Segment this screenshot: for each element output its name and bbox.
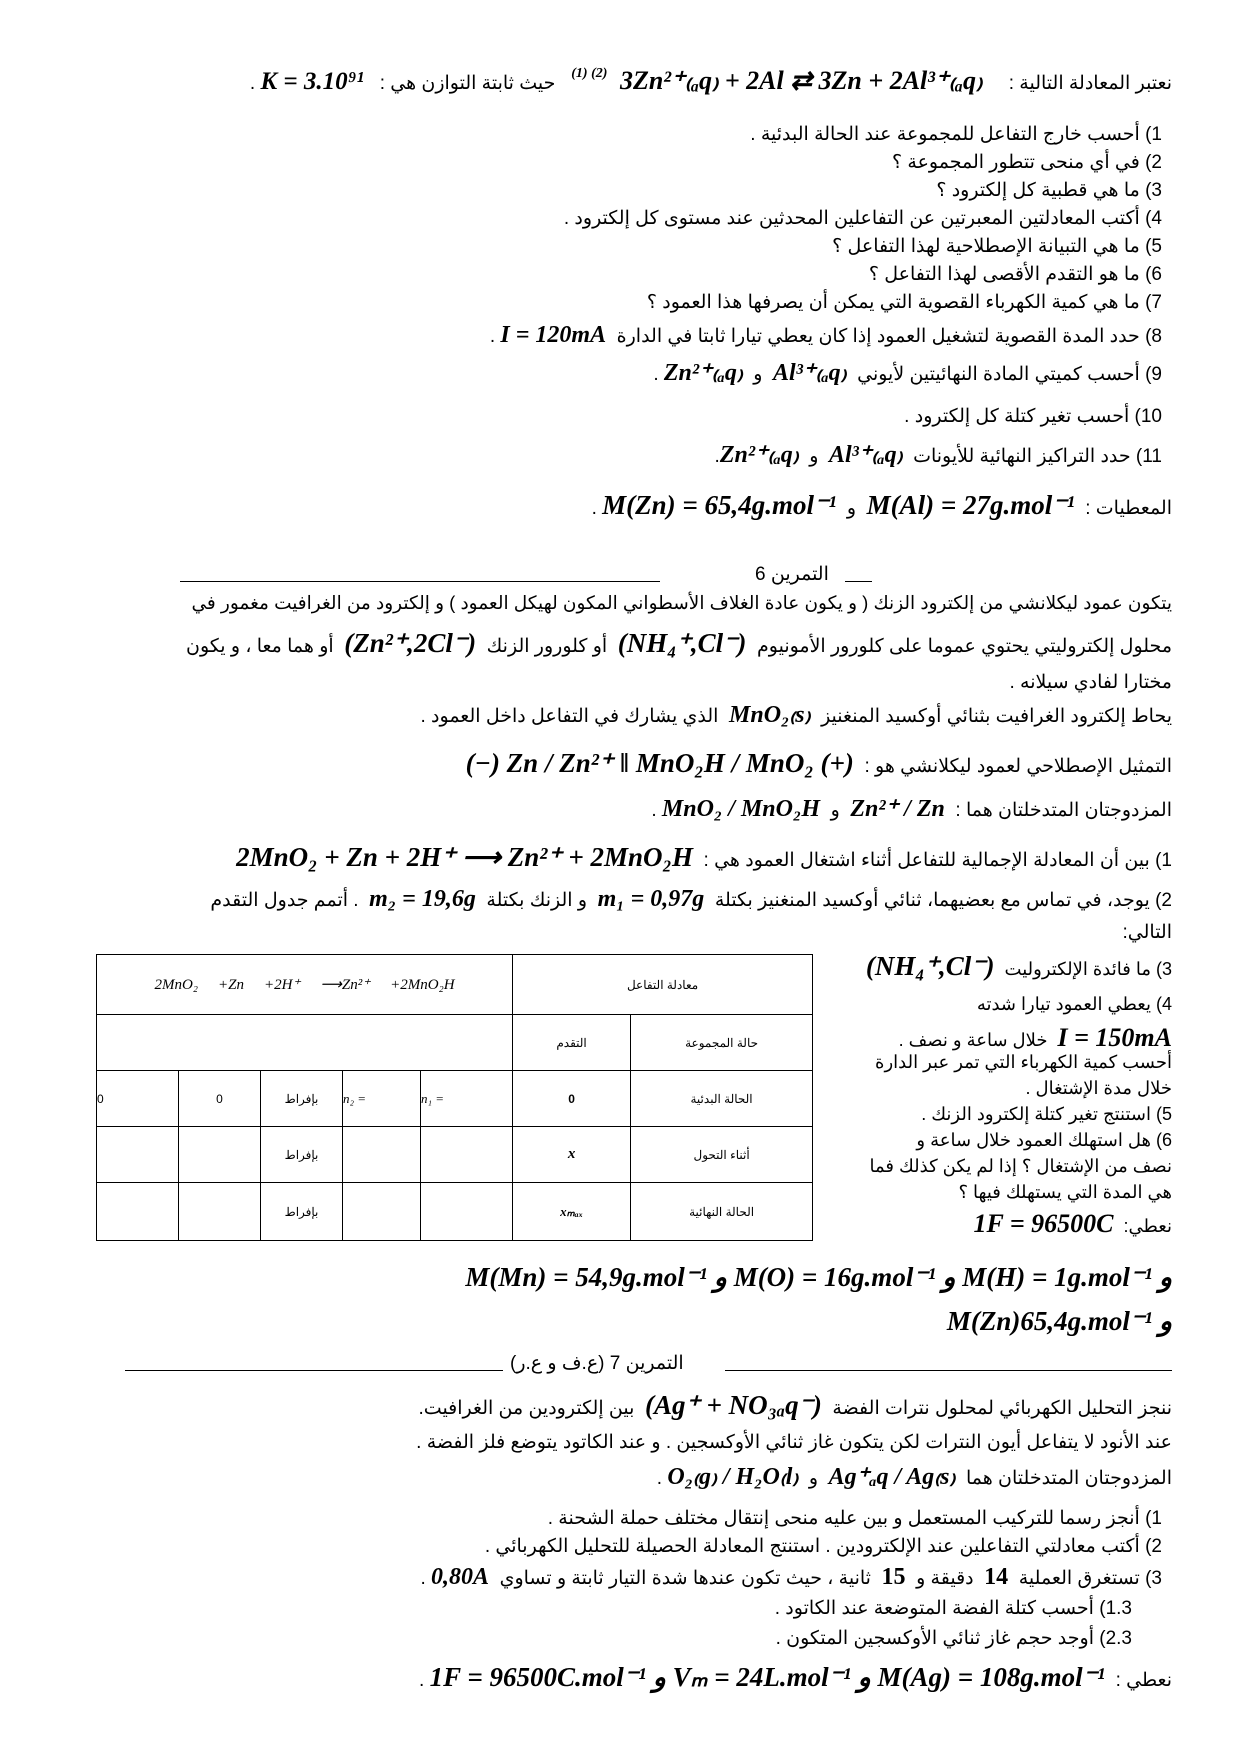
table-cell: بإفراط	[261, 1183, 343, 1241]
ex6-give-mzn: M(Zn)65,4g.mol⁻¹ و	[946, 1306, 1172, 1336]
ex7-give: نعطي : 1F = 96500C.mol⁻¹ و Vₘ = 24L.mol⁻¹ و M(Ag) = 108g.mol⁻¹ .	[419, 1662, 1172, 1692]
ex5-q3: 3) ما هي قطبية كل إلكترود ؟	[936, 180, 1162, 201]
ex5-q11-text: 11) حدد التراكيز النهائية للأيونات	[913, 446, 1162, 467]
table-cell: n₂ =	[343, 1071, 421, 1127]
ex6-p4-b: الذي يشارك في التفاعل داخل العمود .	[420, 706, 719, 727]
ex5-q5: 5) ما هي التبيانة الإصطلاحية لهذا التفاعل ؟	[832, 236, 1162, 257]
ex5-arrow-bottom: (2)	[591, 66, 608, 81]
ex5-q11-al: Al³⁺₍ₐq₎	[828, 442, 903, 468]
table-cell	[179, 1127, 261, 1183]
ex6-q6-a: 6) هل استهلك العمود خلال ساعة و	[916, 1130, 1172, 1150]
ex7-q3-seconds: 15	[881, 1564, 906, 1590]
ex7-give-values: 1F = 96500C.mol⁻¹ و Vₘ = 24L.mol⁻¹ و M(Ag) = 108g.mol⁻¹	[429, 1662, 1105, 1692]
ex6-give-line3	[92, 1306, 1172, 1337]
ex6-p6-and: و	[830, 800, 840, 821]
ex5-q8: 8) حدد المدة القصوية لتشغيل العمود إذا كان يعطي تيارا ثابتا في الدارة I = 120mA .	[489, 322, 1162, 348]
ex7-q3-minutes: 14	[984, 1564, 1009, 1590]
ex5-equation	[620, 66, 982, 96]
table-cell: بإفراط	[261, 1071, 343, 1127]
ex7-q3-c: ثانية ، حيث تكون عندها شدة التيار ثابتة و تساوي	[499, 1568, 871, 1589]
table-blank-cell	[97, 1015, 513, 1071]
ex6-p4-a: يحاط إلكترود الغرافيت بثنائي أوكسيد المنغنيز	[821, 706, 1172, 727]
ex5-q9-zn: Zn²⁺₍ₐq₎	[663, 360, 743, 386]
ex7-p1	[92, 1390, 1172, 1421]
table-cell	[179, 1183, 261, 1241]
ex6-p2-zncl: (Zn²⁺,2Cl⁻)	[344, 628, 477, 658]
ex5-q9-al: Al³⁺₍ₐq₎	[773, 360, 847, 386]
ex5-q8-text: 8) حدد المدة القصوية لتشغيل العمود إذا كان يعطي تيارا ثابتا في الدارة	[616, 326, 1162, 347]
eq-term: +2H⁺	[263, 977, 301, 993]
ex7-p1-a: ننجز التحليل الكهربائي لمحلول نترات الفضة	[832, 1398, 1172, 1419]
ex5-data-and: و	[846, 498, 857, 519]
ex7-p1-b: بين إلكترودين من الغرافيت.	[418, 1398, 635, 1419]
table-cell: 0	[179, 1071, 261, 1127]
eq-term: 2MnO₂	[154, 977, 198, 993]
table-cell	[343, 1183, 421, 1241]
table-header-state: حالة المجموعة	[631, 1015, 813, 1071]
ex6-p6-text: المزدوجتان المتدخلتان هما :	[955, 800, 1172, 821]
ex6-p2-c: أو هما معا ، و يكون	[186, 636, 334, 657]
ex6-give-line2	[92, 1262, 1172, 1293]
ex7-p3: المزدوجتان المتدخلتان هما Ag⁺ₐq / Ag₍s₎ و O₂₍g₎ / H₂O₍l₎ .	[656, 1464, 1172, 1490]
ex5-q2: 2) في أي منحى تتطور المجموعة ؟	[892, 152, 1162, 173]
ex6-heading	[180, 563, 1172, 587]
ex6-p2-b: أو كلورور الزنك	[486, 636, 608, 657]
table-row	[97, 1183, 813, 1241]
ex5-arrow-labels	[571, 66, 607, 82]
eq-term: +Zn	[218, 977, 244, 993]
ex6-give-line1	[762, 1208, 1172, 1238]
ex6-q3-electrolyte: (NH₄⁺,Cl⁻)	[865, 951, 995, 981]
ex6-q4-b-line	[762, 1022, 1172, 1052]
ex7-q31: 1.3) أحسب كتلة الفضة المتوضعة عند الكاتود .	[774, 1598, 1132, 1619]
ex5-q9-and: و	[753, 364, 763, 385]
ex6-q4-b: خلال ساعة و نصف .	[898, 1030, 1048, 1050]
ex7-p1-solution: (Ag⁺ + NO₃ₐq⁻)	[644, 1390, 822, 1420]
table-row	[97, 955, 813, 1015]
ex5-q11-and: و	[809, 446, 819, 467]
ex6-q4-d: خلال مدة الإشتغال .	[1025, 1078, 1172, 1098]
ex5-q8-current: I = 120mA	[500, 322, 607, 348]
ex6-q1	[92, 842, 1172, 873]
ex6-p2-a: محلول إلكتروليتي يحتوي عموما على كلورور الأمونيوم	[757, 636, 1172, 657]
ex6-p6-mno2: MnO₂ / MnO₂H	[661, 796, 820, 822]
ex6-q2-c: . أتمم جدول التقدم	[210, 890, 359, 911]
ex7-heading	[125, 1352, 1172, 1376]
ex5-data-label: المعطيات :	[1085, 498, 1172, 519]
ex6-p2	[92, 628, 1172, 659]
table-cell: x	[513, 1127, 631, 1183]
ex5-equation-text: 3Zn²⁺₍ₐq₎ + 2Al ⇄ 3Zn + 2Al³⁺₍ₐq₎	[619, 66, 983, 95]
ex5-q9-text: 9) أحسب كميتي المادة النهائيتين لأيوني	[857, 364, 1162, 385]
table-cell	[421, 1183, 513, 1241]
table-cell: n₁ =	[421, 1071, 513, 1127]
ex6-q4-c: أحسب كمية الكهرباء التي تمر عبر الدارة	[875, 1052, 1172, 1072]
table-equation-cell	[97, 955, 513, 1015]
ex7-rule-right	[725, 1370, 1172, 1371]
ex5-q10: 10) أحسب تغير كتلة كل إلكترود .	[904, 406, 1162, 427]
ex6-q6-c: هي المدة التي يستهلك فيها ؟	[958, 1182, 1172, 1202]
ex6-p1: يتكون عمود ليكلانشي من إلكترود الزنك ( و يكون عادة الغلاف الأسطواني المكون لهيكل العمود ) و إلكترود من الغرافيت مغمور في	[191, 592, 1172, 613]
table-row	[97, 1071, 813, 1127]
ex6-p3: مختارا لفادي سيلانه .	[1009, 672, 1172, 693]
ex6-title: التمرين 6	[755, 564, 829, 585]
ex6-q4-current: I = 150mA	[1057, 1023, 1172, 1052]
ex6-p6: المزدوجتان المتدخلتان هما : Zn²⁺ / Zn و MnO₂ / MnO₂H .	[651, 796, 1172, 822]
ex6-q2-m2: m₂ = 19,6g	[369, 886, 476, 912]
ex6-right-column	[762, 950, 1172, 1238]
ex5-q11: 11) حدد التراكيز النهائية للأيونات Al³⁺₍ₐq₎ و Zn²⁺₍ₐq₎.	[714, 442, 1162, 468]
advancement-table	[96, 954, 813, 1241]
table-cell	[97, 1183, 179, 1241]
table-cell: الحالة البدئية	[631, 1071, 813, 1127]
table-cell	[343, 1127, 421, 1183]
table-header-equation: معادلة التفاعل	[513, 955, 813, 1015]
table-cell: أثناء التحول	[631, 1127, 813, 1183]
ex6-q3-text: 3) ما فائدة الإلكتروليت	[1004, 959, 1172, 979]
ex5-q7: 7) ما هي كمية الكهرباء القصوية التي يمكن أن يصرفها هذا العمود ؟	[646, 292, 1162, 313]
ex6-rule-left	[180, 581, 660, 582]
table-cell: 0	[97, 1071, 179, 1127]
ex6-give-label: نعطي:	[1123, 1216, 1172, 1236]
ex5-q1: 1) أحسب خارج التفاعل للمجموعة عند الحالة البدئية .	[750, 124, 1162, 145]
ex7-q1: 1) أنجز رسما للتركيب المستعمل و بين عليه منحى إنتقال مختلف حملة الشحنة .	[547, 1508, 1162, 1529]
ex6-q2-a: 2) يوجد، في تماس مع بعضيهما، ثنائي أوكسيد المنغنيز بكتلة	[714, 890, 1172, 911]
ex6-q2-cont: التالي:	[1122, 922, 1172, 943]
ex7-give-label: نعطي :	[1115, 1670, 1172, 1691]
eq-term: +2MnO₂H	[390, 977, 455, 993]
table-row	[97, 1015, 813, 1071]
ex7-q2: 2) أكتب معادلتي التفاعلين عند الإلكترودين . استنتج المعادلة الحصيلة للتحليل الكهربائي .	[484, 1536, 1162, 1557]
ex5-q6: 6) ما هو التقدم الأقصى لهذا التفاعل ؟	[868, 264, 1162, 285]
ex5-q11-zn: Zn²⁺₍ₐq₎	[719, 442, 799, 468]
ex6-q1-text: 1) بين أن المعادلة الإجمالية للتفاعل أثناء اشتغال العمود هي :	[703, 850, 1172, 871]
ex6-q4-a: 4) يعطي العمود تيارا شدته	[976, 994, 1172, 1014]
ex5-data-al: M(Al) = 27g.mol⁻¹	[866, 490, 1075, 520]
ex6-p2-nh4: (NH₄⁺,Cl⁻)	[617, 628, 747, 658]
ex7-q3-current: 0,80A	[431, 1564, 490, 1590]
ex6-q2	[92, 886, 1172, 914]
ex6-p4	[92, 702, 1172, 730]
table-header-advance: التقدم	[513, 1015, 631, 1071]
ex6-q5: 5) استنتج تغير كتلة إلكترود الزنك .	[921, 1104, 1172, 1124]
ex5-k-text: حيث ثابتة التوازن هي :	[379, 73, 556, 94]
ex5-data-zn: M(Zn) = 65,4g.mol⁻¹	[602, 490, 837, 520]
ex6-give-masses: M(Mn) = 54,9g.mol⁻¹ و M(O) = 16g.mol⁻¹ و M(H) = 1g.mol⁻¹ و	[465, 1262, 1172, 1292]
ex6-p6-zn: Zn²⁺ / Zn	[850, 796, 945, 822]
ex6-q2-m1: m₁ = 0,97g	[597, 886, 705, 912]
ex6-q2-b: و الزنك بكتلة	[486, 890, 587, 911]
ex7-p3-text: المزدوجتان المتدخلتان هما	[965, 1468, 1172, 1489]
ex7-p3-and: و	[808, 1468, 819, 1489]
table-cell	[421, 1127, 513, 1183]
ex5-intro: نعتبر المعادلة التالية :	[1008, 73, 1172, 94]
ex6-q3	[762, 950, 1172, 990]
ex7-p3-o2: O₂₍g₎ / H₂O₍l₎	[667, 1464, 799, 1490]
table-cell: xₘₐₓ	[513, 1183, 631, 1241]
ex5-q4: 4) أكتب المعادلتين المعبرتين عن التفاعلين المحدثين عند مستوى كل إلكترود .	[563, 208, 1162, 229]
ex5-data: المعطيات : M(Al) = 27g.mol⁻¹ و M(Zn) = 65,4g.mol⁻¹ .	[591, 490, 1172, 520]
ex5-equation-line: نعتبر المعادلة التالية : 3Zn²⁺₍ₐq₎ + 2Al ⇄ 3Zn + 2Al³⁺₍ₐq₎ (1) (2) حيث ثابتة التوازن هي : K = 3.10⁹¹ .	[249, 66, 1172, 95]
ex6-p5-text: التمثيل الإصطلاحي لعمود ليكلانشي هو :	[864, 756, 1172, 777]
ex7-rule-left	[125, 1370, 503, 1371]
table-cell: بإفراط	[261, 1127, 343, 1183]
ex7-q3-a: 3) تستغرق العملية	[1018, 1568, 1162, 1589]
ex7-p2: عند الأنود لا يتفاعل أيون النترات لكن يتكون غاز ثنائي الأوكسجين . و عند الكاتود يتوضع فلز الفضة .	[416, 1432, 1172, 1453]
ex6-p5-notation: (−) Zn / Zn²⁺ ‖ MnO₂H / MnO₂ (+)	[465, 748, 854, 778]
ex7-q3-b: دقيقة و	[916, 1568, 974, 1589]
ex5-arrow-top: (1)	[571, 66, 588, 81]
table-cell	[97, 1127, 179, 1183]
ex6-q1-equation: 2MnO₂ + Zn + 2H⁺ ⟶ Zn²⁺ + 2MnO₂H	[236, 842, 693, 872]
ex6-give-faraday: 1F = 96500C	[973, 1209, 1114, 1238]
ex7-q3: 3) تستغرق العملية 14 دقيقة و 15 ثانية ، حيث تكون عندها شدة التيار ثابتة و تساوي 0,80A .	[420, 1564, 1162, 1590]
ex7-p3-ag: Ag⁺ₐq / Ag₍s₎	[828, 1464, 956, 1490]
table-cell: الحالة النهائية	[631, 1183, 813, 1241]
ex5-k-value: K = 3.10⁹¹	[260, 68, 364, 95]
ex7-q32: 2.3) أوجد حجم غاز ثنائي الأوكسجين المتكون .	[775, 1628, 1132, 1649]
table-cell: 0	[513, 1071, 631, 1127]
ex5-q9: 9) أحسب كميتي المادة النهائيتين لأيوني Al³⁺₍ₐq₎ و Zn²⁺₍ₐq₎ .	[653, 360, 1162, 386]
ex6-rule-right	[845, 581, 872, 582]
ex6-p5	[92, 748, 1172, 779]
table-row	[97, 1127, 813, 1183]
ex6-q6-b: نصف من الإشتغال ؟ إذا لم يكن كذلك فما	[869, 1156, 1172, 1176]
ex6-p4-mno2: MnO₂₍s₎	[729, 702, 811, 728]
eq-term: ⟶Zn²⁺	[320, 977, 371, 993]
ex7-title: التمرين 7 (ع.ف و ع.ر)	[510, 1353, 684, 1374]
